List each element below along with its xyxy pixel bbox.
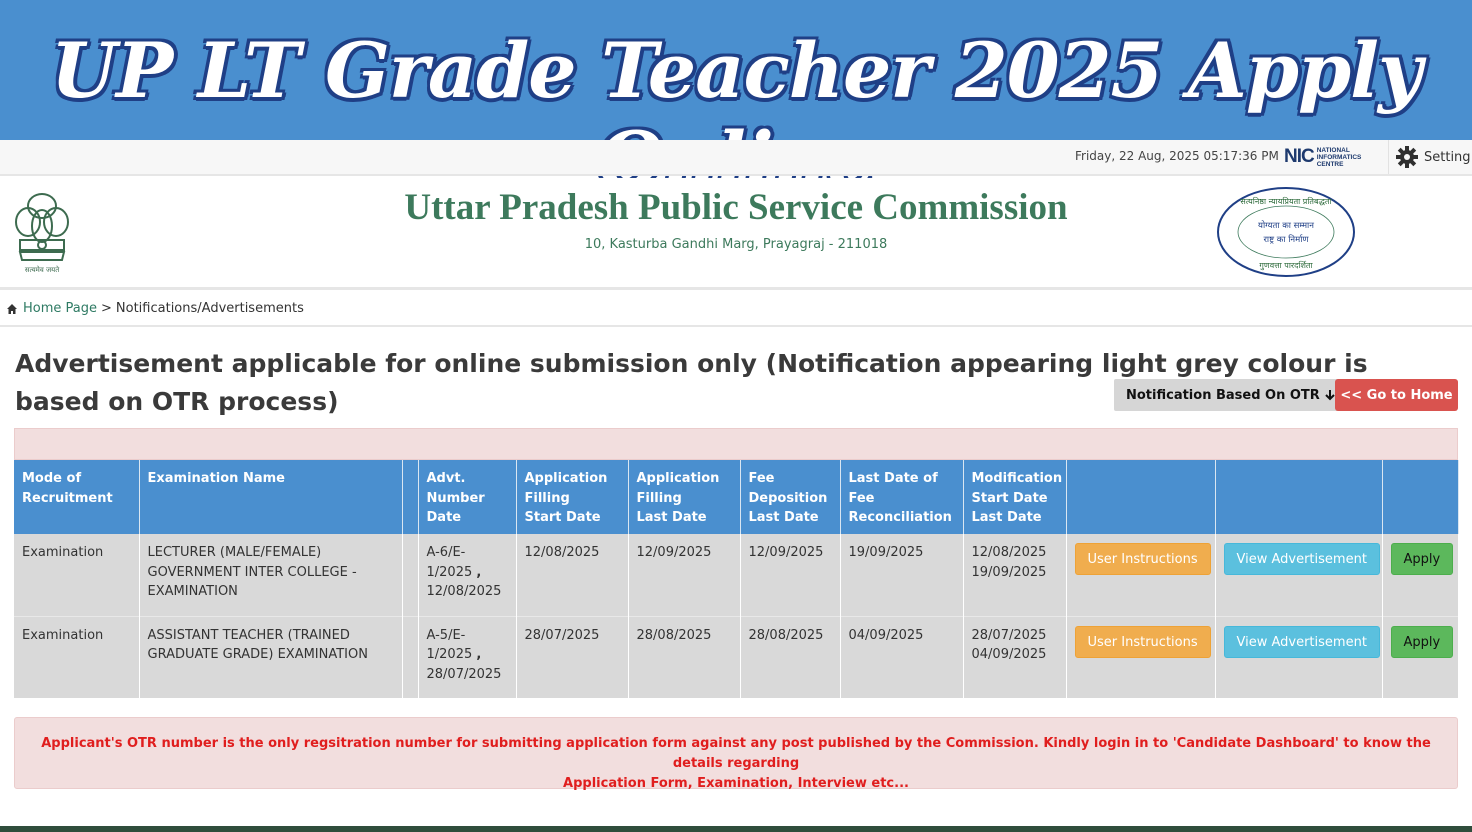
top-utility-bar bbox=[0, 140, 1472, 176]
cell-app-start: 28/07/2025 bbox=[516, 616, 628, 698]
header-mode: Mode of Recruitment bbox=[14, 460, 139, 534]
otr-notice-line1: Applicant's OTR number is the only regsitration number for submitting application form against any post published by the Commission. Kindly login in to 'Candidate Dashboard' to know the details regarding bbox=[41, 736, 1431, 771]
header-instructions-col bbox=[1066, 460, 1215, 534]
notification-otr-label: Notification Based On OTR bbox=[1126, 387, 1320, 403]
table-header-row bbox=[14, 460, 1458, 534]
table-row bbox=[14, 616, 1458, 698]
cell-reconciliation: 19/09/2025 bbox=[840, 534, 963, 616]
cell-instructions bbox=[1066, 616, 1215, 698]
header-reconciliation: Last Date of Fee Reconciliation bbox=[840, 460, 963, 534]
header-advt: Advt. Number Date bbox=[418, 460, 516, 534]
commission-seal-icon bbox=[1214, 184, 1358, 280]
go-to-home-button[interactable]: << Go to Home bbox=[1335, 379, 1458, 411]
apply-button[interactable]: Apply bbox=[1391, 543, 1454, 575]
cell-reconciliation: 04/09/2025 bbox=[840, 616, 963, 698]
cell-modification: 12/08/2025 19/09/2025 bbox=[963, 534, 1066, 616]
breadcrumb-current: Notifications/Advertisements bbox=[115, 301, 304, 316]
advertisements-table bbox=[14, 460, 1459, 698]
header-fee-last: Fee Deposition Last Date bbox=[740, 460, 840, 534]
cell-app-last: 28/08/2025 bbox=[628, 616, 740, 698]
notification-otr-button[interactable] bbox=[1114, 379, 1348, 411]
cell-fee-last: 28/08/2025 bbox=[740, 616, 840, 698]
user-instructions-button[interactable]: User Instructions bbox=[1075, 543, 1211, 575]
cell-modification: 28/07/2025 04/09/2025 bbox=[963, 616, 1066, 698]
breadcrumb bbox=[0, 293, 1472, 327]
cell-view bbox=[1215, 534, 1382, 616]
arrow-down-icon bbox=[1324, 389, 1336, 401]
site-header bbox=[0, 178, 1472, 290]
svg-text:सत्यमेव जयते: सत्यमेव जयते bbox=[24, 266, 60, 274]
banner bbox=[0, 0, 1472, 140]
cell-apply bbox=[1382, 534, 1458, 616]
nic-logo-text: NIC bbox=[1284, 146, 1314, 167]
cell-spacer bbox=[402, 616, 418, 698]
breadcrumb-separator: > bbox=[101, 301, 112, 316]
home-icon bbox=[6, 303, 18, 315]
user-instructions-button[interactable]: User Instructions bbox=[1075, 626, 1211, 658]
svg-text:सत्यनिष्ठा न्यायप्रियता प्रतिब: सत्यनिष्ठा न्यायप्रियता प्रतिबद्धता bbox=[1240, 197, 1332, 206]
current-datetime: Friday, 22 Aug, 2025 05:17:36 PM bbox=[1075, 149, 1279, 163]
header-spacer bbox=[402, 460, 418, 534]
cell-view bbox=[1215, 616, 1382, 698]
nic-logo-subtext: NATIONAL INFORMATICS CENTRE bbox=[1316, 146, 1362, 168]
header-exam-name: Examination Name bbox=[139, 460, 402, 534]
footer-bar bbox=[0, 826, 1472, 832]
otr-notice-line2: Application Form, Examination, Interview etc... bbox=[563, 776, 909, 791]
header-app-last: Application Filling Last Date bbox=[628, 460, 740, 534]
cell-apply bbox=[1382, 616, 1458, 698]
cell-mode: Examination bbox=[14, 616, 139, 698]
header-apply-col bbox=[1382, 460, 1458, 534]
apply-button[interactable]: Apply bbox=[1391, 626, 1454, 658]
cell-fee-last: 12/09/2025 bbox=[740, 534, 840, 616]
cell-advt: A-6/E- 1/2025 , 12/08/2025 bbox=[418, 534, 516, 616]
view-advertisement-button[interactable]: View Advertisement bbox=[1224, 626, 1380, 658]
cell-mode: Examination bbox=[14, 534, 139, 616]
otr-notice-alert bbox=[14, 717, 1458, 789]
svg-text:योग्यता का सम्मान: योग्यता का सम्मान bbox=[1258, 221, 1314, 231]
svg-text:गुणवत्ता पारदर्शिता: गुणवत्ता पारदर्शिता bbox=[1259, 261, 1313, 270]
header-app-start: Application Filling Start Date bbox=[516, 460, 628, 534]
info-strip bbox=[14, 428, 1458, 460]
gear-icon bbox=[1395, 145, 1419, 169]
cell-exam-name: ASSISTANT TEACHER (TRAINED GRADUATE GRADE) EXAMINATION bbox=[139, 616, 402, 698]
view-advertisement-button[interactable]: View Advertisement bbox=[1224, 543, 1380, 575]
cell-advt: A-5/E- 1/2025 , 28/07/2025 bbox=[418, 616, 516, 698]
svg-text:राष्ट्र का निर्माण: राष्ट्र का निर्माण bbox=[1263, 235, 1309, 245]
table-row bbox=[14, 534, 1458, 616]
setting-button[interactable] bbox=[1388, 140, 1471, 174]
banner-title: UP LT Grade Teacher 2025 Apply bbox=[50, 26, 1422, 115]
page-title: Advertisement applicable for online submission only (Notification appearing light grey colour is based on OTR process) bbox=[15, 349, 1368, 416]
cell-app-start: 12/08/2025 bbox=[516, 534, 628, 616]
cell-exam-name: LECTURER (MALE/FEMALE) GOVERNMENT INTER COLLEGE - EXAMINATION bbox=[139, 534, 402, 616]
header-modification: Modification Start Date Last Date bbox=[963, 460, 1066, 534]
cell-app-last: 12/09/2025 bbox=[628, 534, 740, 616]
breadcrumb-home-link[interactable]: Home Page bbox=[23, 301, 97, 316]
setting-label: Setting bbox=[1424, 149, 1471, 165]
org-name: Uttar Pradesh Public Service Commission bbox=[404, 187, 1068, 228]
header-view-col bbox=[1215, 460, 1382, 534]
org-address: 10, Kasturba Gandhi Marg, Prayagraj - 211018 bbox=[584, 237, 888, 252]
nic-logo bbox=[1284, 147, 1384, 167]
cell-instructions bbox=[1066, 534, 1215, 616]
cell-spacer bbox=[402, 534, 418, 616]
